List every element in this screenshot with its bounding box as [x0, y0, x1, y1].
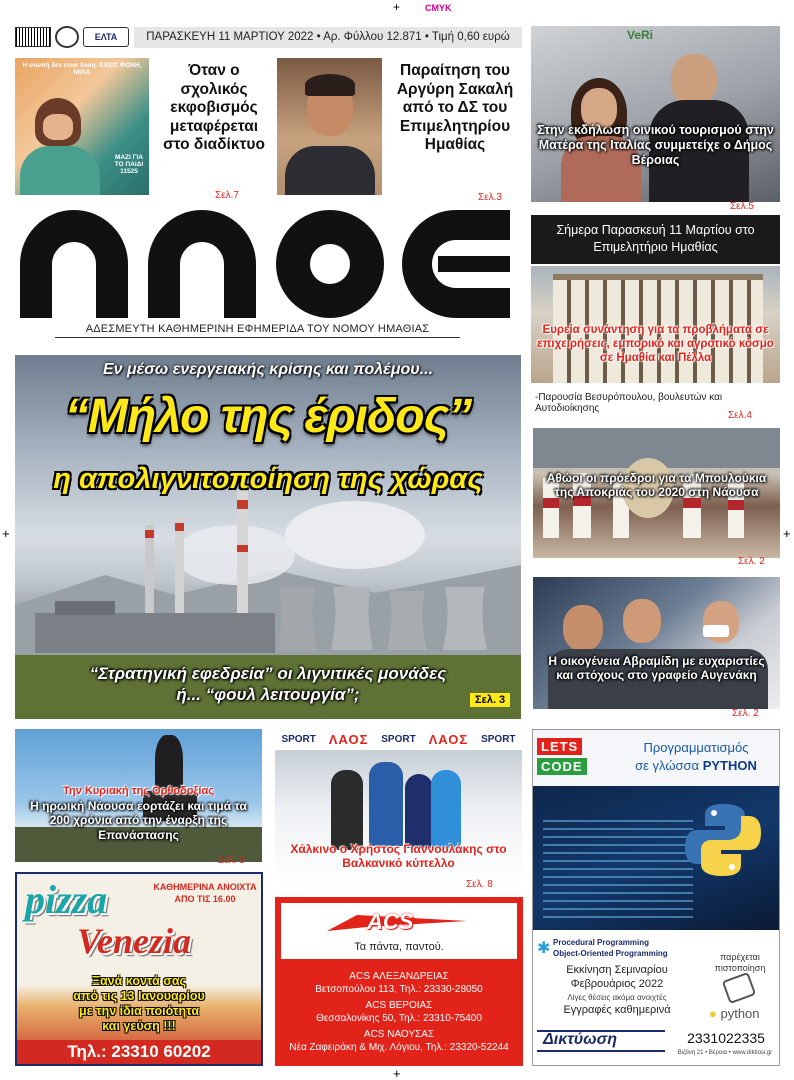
- poster-bottom-text: ΜΑΖΙ ΓΙΑ ΤΟ ΠΑΙΔΙ 11525: [114, 154, 144, 175]
- elta-logo: ΕΛΤΑ: [83, 27, 129, 47]
- cooling-tower-1: [277, 587, 317, 650]
- python-ad-title1: Προγραμματισμός: [643, 740, 749, 755]
- carnival-caption[interactable]: Αθώοι οι πρόεδροι για τα Μπουλούκια της Αποκριάς του 2020 στη Νάουσα: [546, 471, 767, 500]
- registration-mark-right: +: [783, 526, 791, 541]
- seminar-start: Εκκίνηση Σεμιναρίου: [566, 964, 668, 976]
- python-ad-title2: σε γλώσσα PYTHON: [635, 758, 757, 773]
- python-wordmark: ● python: [709, 1006, 760, 1021]
- code-label: CODE: [537, 758, 587, 775]
- girl-body-shape: [20, 146, 100, 195]
- seminar-enroll: Εγγραφές καθημερινά: [563, 1004, 671, 1016]
- carnival-photo: [533, 428, 780, 558]
- main-headline[interactable]: “Μήλο της έριδος”: [64, 390, 472, 443]
- registration-mark-top: +: [393, 0, 401, 14]
- sport-photo: [275, 750, 522, 885]
- wine-page-ref: Σελ.5: [730, 201, 754, 212]
- diktiosi-logo: Δικτύωση: [543, 1031, 617, 1048]
- chamber-caption[interactable]: Ευρεία συνάντηση για τα προβλήματα σε επιχειρήσεις, εμπορικό και αγροτικό κόσμο σε Ημαθία και Πέλλα: [537, 324, 774, 364]
- jacket-shape: [285, 146, 375, 195]
- acs-branch: ACS ΑΛΕΞΑΝΔΡΕΙΑΣ Βετσοπούλου 113, Τηλ.: 23330-28050: [315, 971, 483, 995]
- chamber-page-ref: Σελ.4: [728, 410, 752, 421]
- acs-slogan: Τα πάντα, παντού.: [354, 941, 444, 953]
- asterisk-icon: ✱: [537, 940, 551, 957]
- hours-line1: ΚΑΘΗΜΕΡΙΝΑ ΑΝΟΙΧΤΑ: [153, 882, 257, 892]
- plant-buildings: [35, 613, 275, 653]
- sport-label: SPORT: [281, 733, 316, 745]
- resignation-headline[interactable]: Παραίτηση του Αργύρη Σακαλή από το ΔΣ του Επιμελητηρίου Ημαθίας: [396, 62, 514, 154]
- sport-strip: [275, 729, 522, 749]
- lets-label: LETS: [537, 738, 582, 755]
- cooling-tower-3: [387, 591, 427, 650]
- logo-letter-alpha: [148, 210, 256, 318]
- acs-courier-ad[interactable]: [275, 897, 523, 1066]
- hair-shape: [305, 74, 355, 96]
- chamber-note: -Παρουσία Βεσυρόπουλου, βουλευτών και Αυτοδιοίκησης: [535, 392, 723, 414]
- veria-logo: VeRi: [627, 28, 654, 42]
- avramidis-caption[interactable]: Η οικογένεια Αβραμίδη με ευχαριστίες και στόχους στο γραφείο Αυγενάκη: [548, 654, 765, 683]
- barcode-icon: [15, 27, 51, 47]
- masthead-logo: [20, 210, 510, 318]
- hours-line2: ΑΠΟ ΤΙΣ 16.00: [174, 894, 236, 904]
- issue-info-bar: ΠΑΡΑΣΚΕΥΗ 11 ΜΑΡΤΙΟΥ 2022 • Αρ. Φύλλου 12.871 • Τιμή 0,60 ευρώ: [134, 27, 522, 48]
- seal-icon: [55, 26, 79, 48]
- procedural-label: Procedural Programming: [553, 938, 650, 947]
- bullying-poster: [15, 58, 149, 195]
- python-logo-icon: [683, 800, 763, 880]
- seminar-seats: Λίγες θέσεις ακόμα ανοιχτές: [567, 993, 667, 1002]
- sport-page-ref: Σελ. 8: [466, 879, 493, 890]
- pizza-ad-text: Ξανά κοντά σας από τις 13 Ιανουαρίου με την ίδια ποιότητα και γεύση !!!: [73, 974, 205, 1033]
- main-page-ref: Σελ. 3: [470, 693, 510, 707]
- python-seminar-ad[interactable]: [532, 729, 780, 1066]
- main-caption-line1: “Στρατηγική εφεδρεία” οι λιγνιτικές μονάδες: [89, 664, 447, 683]
- face-mask-shape: [703, 625, 729, 637]
- venezia-word: Venezia: [77, 921, 192, 961]
- orthodoxy-kicker: Την Κυριακή της Ορθοδοξίας: [63, 785, 214, 797]
- wine-event-photo: [531, 26, 780, 202]
- certificate-icon: [722, 972, 757, 1004]
- logo-letter-lambda: [20, 210, 128, 318]
- cert-line1: παρέχεται: [720, 952, 760, 962]
- bullying-page-ref: Σελ.7: [215, 190, 239, 201]
- orthodoxy-caption[interactable]: Η ηρωική Νάουσα εορτάζει και τιμά τα 200 χρόνια από την έναρξη της Επανάστασης: [30, 799, 247, 842]
- acs-branch: ACS ΝΑΟΥΣΑΣ Νέα Ζαφειράκη & Μιχ. Λόγιου, Τηλ.: 23320-52244: [289, 1029, 509, 1053]
- masthead-subtitle: ΑΔΕΣΜΕΥΤΗ ΚΑΘΗΜΕΡΙΝΗ ΕΦΗΜΕΡΙΔΑ ΤΟΥ ΝΟΜΟΥ ΗΜΑΘΙΑΣ: [55, 323, 460, 338]
- orthodoxy-page-ref: Σελ. 3: [218, 855, 245, 866]
- registration-mark-left: +: [2, 526, 10, 541]
- avramidis-photo: [533, 577, 780, 709]
- avramidis-page-ref: Σελ. 2: [732, 708, 759, 719]
- oop-label: Object-Oriented Programming: [553, 949, 668, 958]
- man-face-shape: [671, 54, 717, 106]
- sport-caption[interactable]: Χάλκινο ο Χρήστος Γιαννουλάκης στο Βαλκανικό κύπελλο: [290, 842, 507, 871]
- chamber-title-box[interactable]: Σήμερα Παρασκευή 11 Μαρτίου στο Επιμελητήριο Ημαθίας: [531, 215, 780, 264]
- python-small-icon: ●: [709, 1006, 717, 1021]
- sport-logo: ΛΑΟΣ: [428, 731, 469, 747]
- girl-face-shape: [43, 114, 73, 140]
- main-caption-line2: ή... “φουλ λειτουργία”;: [176, 685, 360, 705]
- acs-logo-text: ACS: [367, 909, 414, 934]
- pizza-phone: Τηλ.: 23310 60202: [17, 1040, 261, 1064]
- sakalis-photo: [277, 58, 382, 195]
- acs-branch: ACS ΒΕΡΟΙΑΣ Θεσσαλονίκης 50, Τηλ.: 23310-75400: [316, 1000, 482, 1024]
- acs-branches: [277, 971, 521, 1054]
- chamber-building-photo: [531, 266, 780, 383]
- sport-logo: ΛΑΟΣ: [328, 731, 369, 747]
- seminar-date: Φεβρουάριος 2022: [570, 978, 664, 990]
- laos-logo-svg: [20, 210, 510, 318]
- main-story-photo: [15, 355, 521, 719]
- pizza-venezia-ad[interactable]: [15, 872, 263, 1066]
- resignation-page-ref: Σελ.3: [478, 192, 502, 203]
- carnival-page-ref: Σελ. 2: [738, 556, 765, 567]
- main-kicker: Εν μέσω ενεργειακής κρίσης και πολέμου...: [102, 361, 434, 378]
- cooling-tower-4: [443, 587, 487, 650]
- orthodoxy-photo: [15, 729, 262, 862]
- wine-caption[interactable]: Στην εκδήλωση οινικού τουρισμού στην Ματέρα της Ιταλίας συμμετείχε ο Δήμος Βέροιας: [537, 123, 774, 167]
- sport-label: SPORT: [381, 733, 416, 745]
- cooling-tower-2: [331, 587, 373, 650]
- registration-mark-bottom: +: [393, 1066, 401, 1080]
- pizza-word: pizza: [25, 877, 108, 922]
- python-ad-phone: 2331022335: [687, 1030, 765, 1046]
- poster-top-text: Η σιωπή δεν είναι λύση. ΕΧΕΙΣ ΦΩΝΗ, ΜΙΛΑ: [22, 62, 142, 76]
- main-subheadline[interactable]: η απολιγνιτοποίηση της χώρας: [53, 463, 483, 495]
- sport-label: SPORT: [481, 733, 516, 745]
- cmyk-mark: CMYK: [425, 3, 452, 13]
- main-photo-caption[interactable]: [15, 663, 521, 706]
- cert-line2: πιστοποίηση: [714, 963, 766, 973]
- python-ad-address: Βιζάνη 21 • Βέροια • www.diktiosi.gr: [677, 1050, 773, 1056]
- bullying-headline[interactable]: Όταν ο σχολικός εκφοβισμός μεταφέρεται στο διαδίκτυο: [163, 62, 265, 154]
